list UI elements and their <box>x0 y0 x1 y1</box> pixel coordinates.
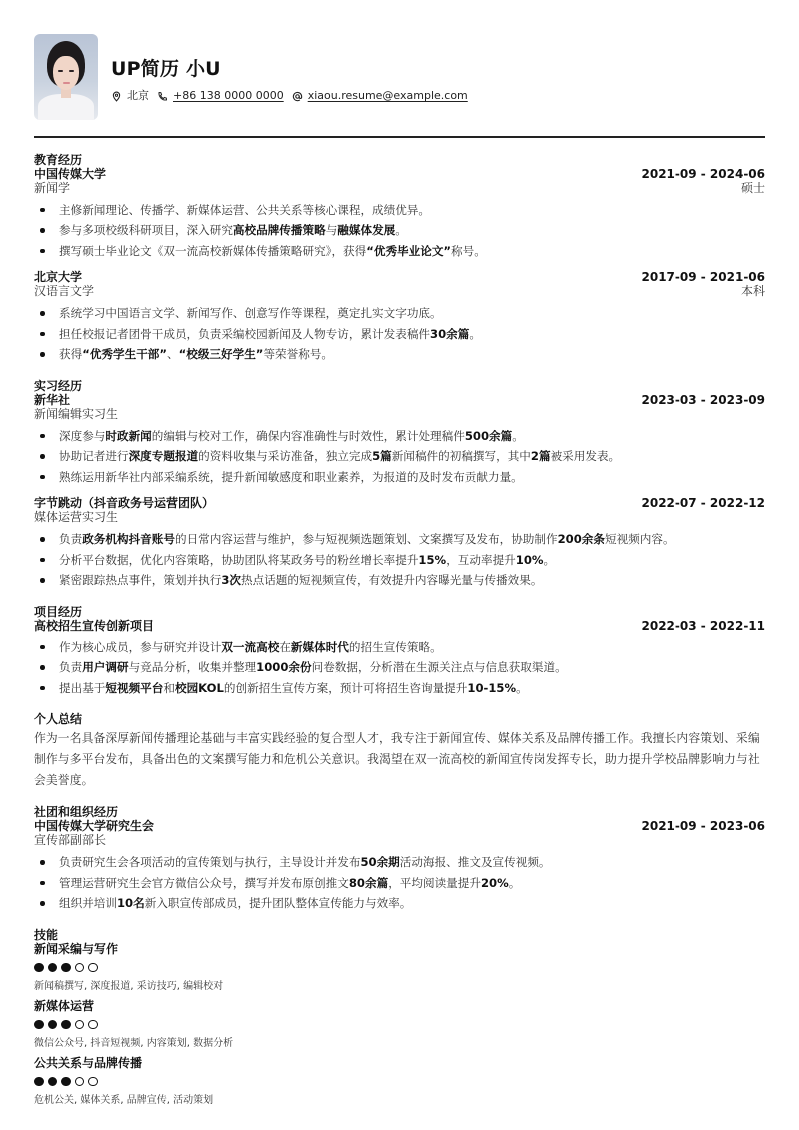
entry-date: 2021-09 - 2023-06 <box>641 819 765 833</box>
highlight-text: 80余篇 <box>348 875 389 890</box>
bullet-item <box>34 426 765 447</box>
bullet-item <box>34 529 765 550</box>
highlight-text: 短视频平台 <box>105 680 164 695</box>
entry-degree: 硕士 <box>740 180 765 195</box>
skill-name: 新媒体运营 <box>34 998 95 1013</box>
bullet-item <box>34 467 765 488</box>
bullet-text: ，平均阅读量提升 <box>388 875 481 890</box>
bullet-item <box>34 893 765 914</box>
bullet-text: 获得 <box>59 347 83 361</box>
bullet-item <box>34 324 765 345</box>
bullet-text: 深度参与 <box>59 428 106 443</box>
empty-dot-icon <box>88 1020 98 1030</box>
highlight-text: “优秀毕业论文” <box>366 243 452 258</box>
summary-text: 作为一名具备深厚新闻传播理论基础与丰富实践经验的复合型人才，我专注于新闻宣传、媒体关系及品牌传播工作。我擅长内容策划、采编制作与多平台发布，具备出色的文案撰写能力和危机公关意识。我渴望在双一流高校的新闻宣传岗发挥专长，助力提升学校品牌影响力与社会美誉度。 <box>34 731 760 787</box>
bullet-text: 。 <box>395 223 407 237</box>
highlight-text: 10-15% <box>467 680 517 695</box>
section-title: 技能 <box>34 927 59 942</box>
bullet-item <box>34 550 765 571</box>
highlight-text: 新媒体时代 <box>290 639 349 654</box>
bullet-text: 和 <box>163 680 175 695</box>
skill-rating <box>34 963 765 973</box>
bullet-text: 新入职宣传部成员，提升团队整体宣传能力与效率。 <box>144 896 412 910</box>
bullet-text: 新闻稿件的初稿撰写，其中 <box>391 449 531 463</box>
section-title: 教育经历 <box>34 152 83 167</box>
bullet-text: 与 <box>325 223 338 237</box>
highlight-text: 20% <box>480 875 509 890</box>
contact-info <box>111 89 476 103</box>
highlight-text: 3次 <box>221 573 241 587</box>
bullet-item <box>34 303 765 324</box>
bullet-text: 负责研究生会各项活动的宣传策划与执行，主导设计并发布 <box>59 855 361 869</box>
skill-item <box>34 999 765 1050</box>
highlight-text: 政务机构抖音账号 <box>82 532 175 546</box>
bullet-text: 与竞品分析，收集并整理 <box>128 660 257 674</box>
bullet-text: 。 <box>512 428 524 443</box>
empty-dot-icon <box>75 963 85 973</box>
entry-date: 2022-03 - 2022-11 <box>641 618 765 633</box>
entry-subtitle: 新闻编辑实习生 <box>34 406 119 421</box>
skill-keywords: 新闻稿撰写, 深度报道, 采访技巧, 编辑校对 <box>34 980 224 992</box>
bullet-text: 被采用发表。 <box>550 449 621 463</box>
phone-link[interactable]: +86 138 0000 0000 <box>173 89 284 102</box>
bullet-text: 的日常内容运营与维护，参与短视频选题策划、文案撰写及发布，协助制作 <box>174 532 558 546</box>
bullet-text: 组织并培训 <box>59 896 117 910</box>
skill-item <box>34 942 765 993</box>
at-sign-icon <box>292 91 303 102</box>
filled-dot-icon <box>61 963 71 973</box>
bullet-text: 等荣誉称号。 <box>263 347 334 361</box>
bullet-item <box>34 657 765 678</box>
bullet-item <box>34 873 765 894</box>
entry <box>34 393 765 488</box>
bullet-text: 主修新闻理论、传播学、新媒体运营、公共关系等核心课程，成绩优异。 <box>59 202 431 217</box>
skill-keywords: 微信公众号, 抖音短视频, 内容策划, 数据分析 <box>34 1037 234 1049</box>
entry-subtitle: 汉语言文学 <box>34 284 95 298</box>
bullet-item <box>34 220 765 241</box>
bullet-text: 的创新招生宣传方案，预计可将招生咨询量提升 <box>223 680 468 695</box>
bullet-item <box>34 344 765 365</box>
bullet-list <box>34 303 765 365</box>
filled-dot-icon <box>34 1077 44 1087</box>
bullet-list <box>34 637 765 699</box>
entry-title: 北京大学 <box>34 270 83 284</box>
bullet-list <box>34 426 765 488</box>
education-section <box>34 153 765 365</box>
bullet-text: 撰写硕士毕业论文《双一流高校新媒体传播策略研究》，获得 <box>59 243 367 258</box>
bullet-text: 问卷数据，分析潜在生源关注点与信息获取渠道。 <box>311 660 567 674</box>
highlight-text: 时政新闻 <box>105 428 152 443</box>
entry-title: 字节跳动（抖音政务号运营团队） <box>34 496 215 510</box>
entry <box>34 270 765 365</box>
entry-title: 新华社 <box>34 392 71 407</box>
bullet-text: 管理运营研究生会官方微信公众号，撰写并发布原创推文 <box>59 875 349 890</box>
highlight-text: 2篇 <box>530 449 551 463</box>
entry <box>34 496 765 591</box>
filled-dot-icon <box>61 1077 71 1087</box>
highlight-text: 10% <box>515 552 544 567</box>
bullet-text: 短视频内容。 <box>604 532 675 546</box>
bullet-text: 。 <box>469 326 481 341</box>
entry-title: 中国传媒大学研究生会 <box>34 819 155 833</box>
section-title: 社团和组织经历 <box>34 805 119 819</box>
highlight-text: 双一流高校 <box>221 639 280 654</box>
filled-dot-icon <box>48 1077 58 1087</box>
bullet-text: 紧密跟踪热点事件，策划并执行 <box>59 573 222 587</box>
projects-section <box>34 605 765 699</box>
bullet-text: 热点话题的短视频宣传，有效提升内容曝光量与传播效果。 <box>241 573 543 587</box>
bullet-text: 系统学习中国语言文学、新闻写作、创意写作等课程，奠定扎实文字功底。 <box>59 306 442 320</box>
email-link[interactable]: xiaou.resume@example.com <box>307 89 468 102</box>
entry <box>34 819 765 914</box>
entry-subtitle: 媒体运营实习生 <box>34 510 119 524</box>
filled-dot-icon <box>34 1020 44 1030</box>
entry-subtitle: 宣传部副部长 <box>34 833 107 847</box>
bullet-list <box>34 529 765 591</box>
entry-date: 2017-09 - 2021-06 <box>641 270 765 284</box>
phone <box>157 89 284 103</box>
empty-dot-icon <box>88 1077 98 1087</box>
bullet-text: 。 <box>508 875 521 890</box>
map-pin-icon <box>111 91 122 102</box>
section-title: 实习经历 <box>34 378 83 393</box>
highlight-text: “校级三好学生” <box>178 347 264 361</box>
highlight-text: 高校品牌传播策略 <box>232 223 326 237</box>
skill-keywords: 危机公关, 媒体关系, 品牌宣传, 活动策划 <box>34 1094 214 1106</box>
header-divider <box>34 136 765 138</box>
section-title: 个人总结 <box>34 712 83 726</box>
bullet-item <box>34 852 765 873</box>
bullet-item <box>34 200 765 221</box>
highlight-text: 10名 <box>116 896 145 910</box>
skill-rating <box>34 1077 765 1087</box>
skill-name: 公共关系与品牌传播 <box>34 1055 143 1070</box>
entry-subtitle: 新闻学 <box>34 180 71 195</box>
highlight-text: 200余条 <box>557 532 605 546</box>
resume-page <box>34 34 765 1107</box>
skills-section <box>34 928 765 1107</box>
bullet-text: 的资料收集与采访准备，独立完成 <box>198 449 373 463</box>
bullet-text: 称号。 <box>451 243 486 258</box>
filled-dot-icon <box>61 1020 71 1030</box>
entry-date: 2022-07 - 2022-12 <box>641 496 765 510</box>
profile-photo <box>34 34 98 120</box>
section-title: 项目经历 <box>34 604 83 619</box>
bullet-text: 分析平台数据，优化内容策略，协助团队将某政务号的粉丝增长率提升 <box>59 552 419 567</box>
bullet-text: 。 <box>516 680 528 695</box>
entry-date: 2023-03 - 2023-09 <box>641 392 765 407</box>
entry <box>34 167 765 262</box>
phone-icon <box>157 91 168 102</box>
bullet-text: 、 <box>167 347 179 361</box>
bullet-text: 提出基于 <box>59 680 106 695</box>
bullet-item <box>34 241 765 262</box>
bullet-text: 负责 <box>59 532 83 546</box>
highlight-text: 15% <box>418 552 447 567</box>
highlight-text: 5篇 <box>372 449 392 463</box>
bullet-text: 担任校报记者团骨干成员，负责采编校园新闻及人物专访，累计发表稿件 <box>59 326 431 341</box>
skill-rating <box>34 1020 765 1030</box>
skill-name: 新闻采编与写作 <box>34 941 119 956</box>
email <box>292 89 468 103</box>
highlight-text: 深度专题报道 <box>128 449 199 463</box>
highlight-text: 500余篇 <box>464 428 513 443</box>
organizations-section <box>34 805 765 914</box>
entry-title: 高校招生宣传创新项目 <box>34 618 155 633</box>
bullet-text: 负责 <box>59 660 83 674</box>
bullet-text: 的招生宣传策略。 <box>348 639 442 654</box>
highlight-text: “优秀学生干部” <box>82 347 168 361</box>
bullet-text: 熟练运用新华社内部采编系统，提升新闻敏感度和职业素养，为报道的及时发布贡献力量。 <box>59 469 523 484</box>
bullet-text: 协助记者进行 <box>59 449 129 463</box>
internship-section <box>34 379 765 591</box>
filled-dot-icon <box>48 1020 58 1030</box>
entry-title: 中国传媒大学 <box>34 166 107 181</box>
bullet-item <box>34 446 765 467</box>
bullet-text: 。 <box>543 552 556 567</box>
entry-date: 2021-09 - 2024-06 <box>641 166 765 181</box>
bullet-text: ，互动率提升 <box>446 552 516 567</box>
bullet-text: 活动海报、推文及宣传视频。 <box>399 855 551 869</box>
resume-header <box>34 34 765 120</box>
filled-dot-icon <box>34 963 44 973</box>
highlight-text: 校园KOL <box>174 680 224 695</box>
highlight-text: 50余期 <box>360 855 400 869</box>
empty-dot-icon <box>88 963 98 973</box>
bullet-item <box>34 637 765 658</box>
summary-section <box>34 712 765 791</box>
entry-degree: 本科 <box>740 284 765 298</box>
bullet-text: 参与多项校级科研项目，深入研究 <box>59 223 233 237</box>
location: 北京 <box>111 89 149 103</box>
bullet-item <box>34 570 765 591</box>
candidate-name: UP简历 小U <box>111 58 221 80</box>
bullet-text: 作为核心成员，参与研究并设计 <box>59 639 222 654</box>
bullet-item <box>34 678 765 699</box>
bullet-list <box>34 852 765 914</box>
bullet-list <box>34 200 765 262</box>
empty-dot-icon <box>75 1020 85 1030</box>
filled-dot-icon <box>48 963 58 973</box>
empty-dot-icon <box>75 1077 85 1087</box>
entry <box>34 619 765 699</box>
bullet-text: 的编辑与校对工作，确保内容准确性与时效性，累计处理稿件 <box>151 428 465 443</box>
highlight-text: 1000余份 <box>256 660 312 674</box>
highlight-text: 30余篇 <box>430 326 470 341</box>
highlight-text: 融媒体发展 <box>337 223 396 237</box>
bullet-text: 在 <box>279 639 291 654</box>
skill-item <box>34 1056 765 1107</box>
highlight-text: 用户调研 <box>82 660 129 674</box>
